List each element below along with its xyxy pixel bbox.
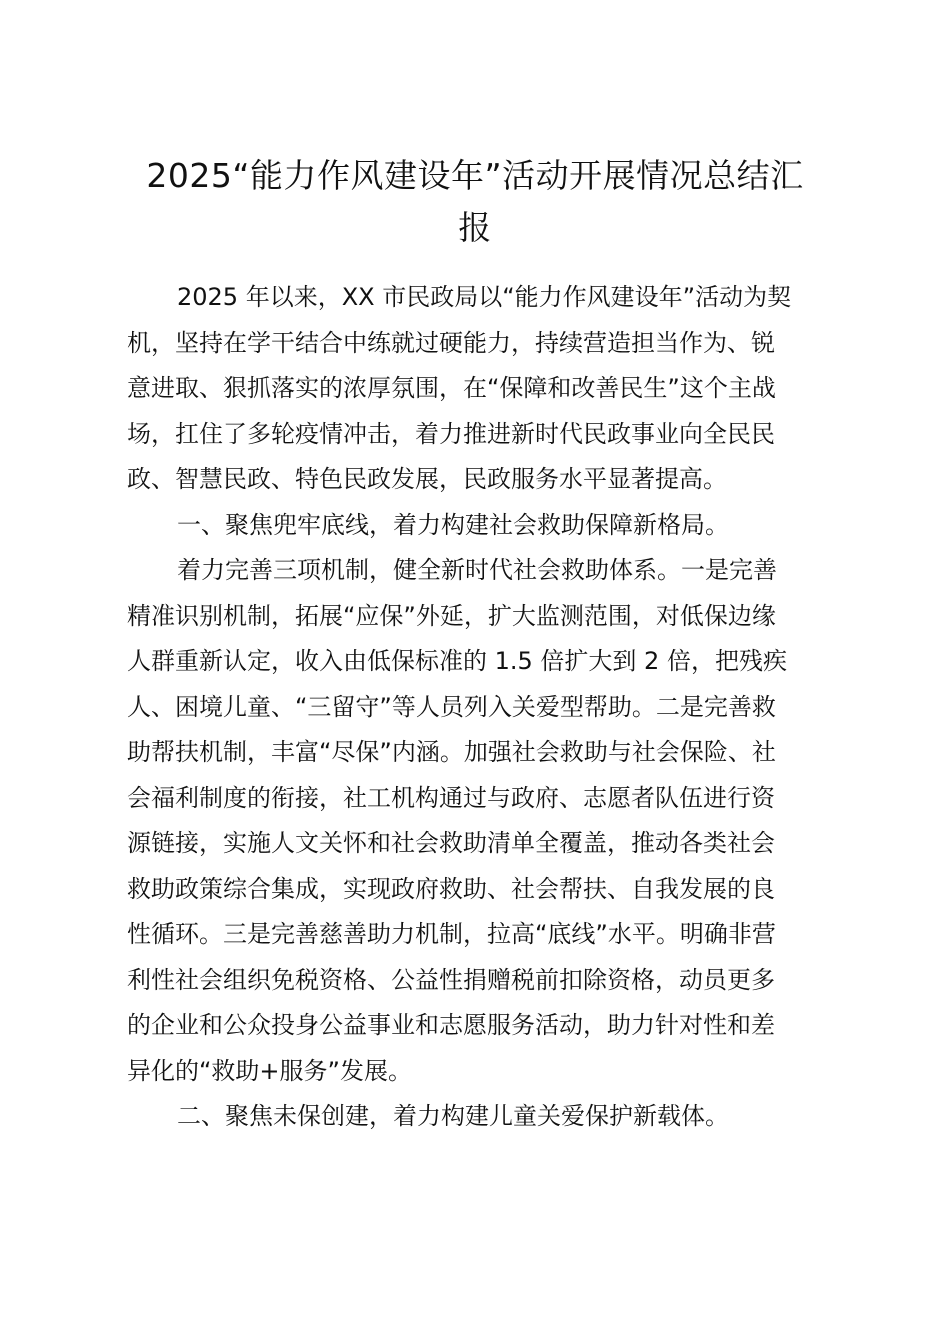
text-line: 着力完善三项机制，健全新时代社会救助体系。一是完善 xyxy=(177,556,777,584)
text-line: 人、困境儿童、“三留守”等人员列入关爱型帮助。二是完善救 xyxy=(127,692,776,721)
text-line: 源链接，实施人文关怀和社会救助清单全覆盖，推动各类社会 xyxy=(127,829,775,857)
text-line: 的企业和公众投身公益事业和志愿服务活动，助力针对性和差 xyxy=(127,1011,775,1039)
text-line: 场，扛住了多轮疫情冲击，着力推进新时代民政事业向全民民 xyxy=(127,419,775,448)
text-line: 助帮扶机制，丰富“尽保”内涵。加强社会救助与社会保险、社 xyxy=(127,738,776,766)
document-body xyxy=(127,275,827,1140)
text-line: 政、智慧民政、特色民政发展，民政服务水平显著提高。 xyxy=(127,465,727,493)
text-line: 利性社会组织免税资格、公益性捐赠税前扣除资格，动员更多 xyxy=(127,965,775,994)
text-line: 人群重新认定，收入由低保标准的 1.5 倍扩大到 2 倍，把残疾 xyxy=(127,647,787,675)
text-line: 2025 年以来，XX 市民政局以“能力作风建设年”活动为契 xyxy=(177,283,792,311)
heading-text: 一、聚焦兜牢底线，着力构建社会救助保障新格局。 xyxy=(177,510,729,539)
text-line: 意进取、狠抓落实的浓厚氛围，在“保障和改善民生”这个主战 xyxy=(127,374,776,402)
text-line: 性循环。三是完善慈善助力机制，拉高“底线”水平。明确非营 xyxy=(127,920,776,948)
section-heading-1 xyxy=(127,503,827,549)
intro-paragraph xyxy=(127,275,827,503)
title-line-2: 报 xyxy=(458,208,492,247)
text-line: 救助政策综合集成，实现政府救助、社会帮扶、自我发展的良 xyxy=(127,874,775,903)
title-line-1: 2025“能力作风建设年”活动开展情况总结汇 xyxy=(146,156,804,195)
document-title xyxy=(120,150,830,254)
text-line: 异化的“救助+服务”发展。 xyxy=(127,1056,412,1085)
section-heading-2 xyxy=(127,1094,827,1140)
heading-text: 二、聚焦未保创建，着力构建儿童关爱保护新载体。 xyxy=(177,1102,729,1130)
section-1-paragraph xyxy=(127,548,827,1094)
text-line: 会福利制度的衔接，社工机构通过与政府、志愿者队伍进行资 xyxy=(127,783,775,812)
text-line: 精准识别机制，拓展“应保”外延，扩大监测范围，对低保边缘 xyxy=(127,601,776,630)
text-line: 机，坚持在学干结合中练就过硬能力，持续营造担当作为、锐 xyxy=(127,328,775,357)
